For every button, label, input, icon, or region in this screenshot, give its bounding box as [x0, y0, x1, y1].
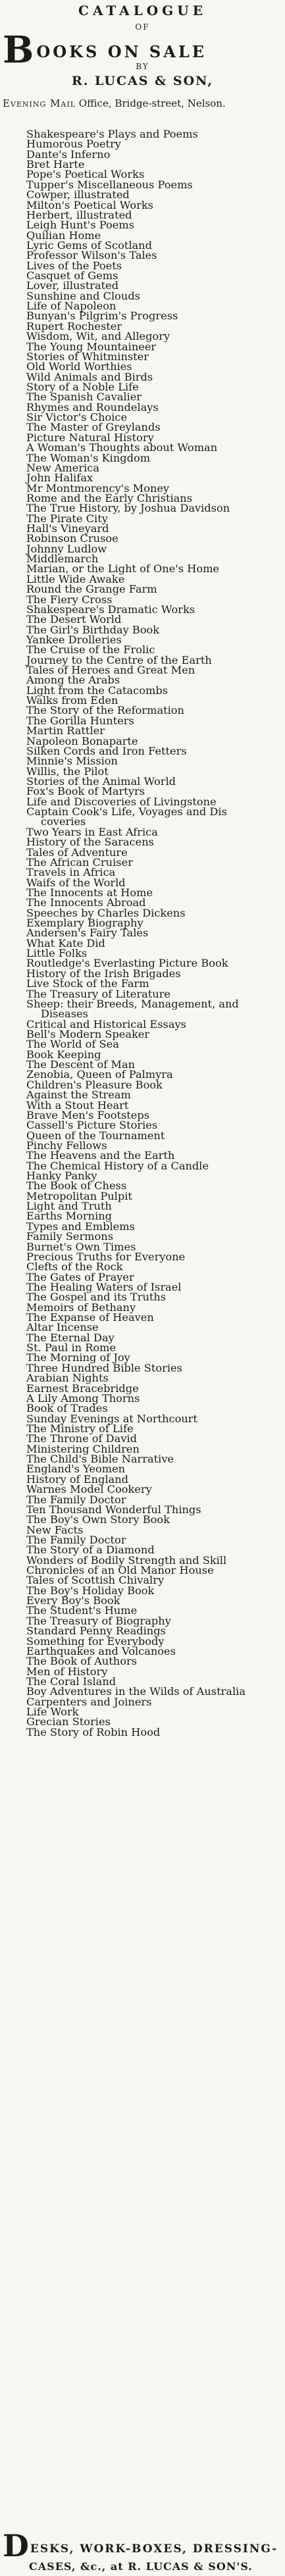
book-list-item: Book Keeping: [26, 1048, 101, 1061]
book-list-item: Bret Harte: [26, 158, 85, 171]
book-list-item: Rupert Rochester: [26, 319, 122, 333]
book-list-item: Light from the Catacombs: [26, 684, 168, 697]
book-list-item: Little Wide Awake: [26, 572, 125, 585]
book-list-item: Story of a Noble Life: [26, 380, 139, 393]
book-list-item: The Student's Hume: [26, 1604, 138, 1617]
book-list-item: Zenobia, Queen of Palmyra: [26, 1068, 173, 1081]
book-list-item: New Facts: [26, 1523, 84, 1536]
book-list-item: Willis, the Pilot: [26, 765, 109, 778]
address-prefix: Evening Mail: [3, 97, 76, 109]
book-list-item: Routledge's Everlasting Picture Book: [26, 957, 228, 970]
book-list-item: New America: [26, 461, 99, 474]
seller-name: R. LUCAS & SON,: [72, 74, 213, 88]
book-list-item: Casquet of Gems: [26, 269, 118, 282]
book-list-item: Critical and Historical Essays: [26, 1017, 186, 1031]
book-list-item: Bell's Modern Speaker: [26, 1027, 150, 1040]
book-list-item: Quilian Home: [26, 228, 101, 242]
book-list-item: Hall's Vineyard: [26, 522, 109, 535]
book-list-item: Sir Victor's Choice: [26, 411, 128, 424]
book-list-item: Queen of the Tournament: [26, 1129, 165, 1142]
book-list-item: The Young Mountaineer: [26, 340, 157, 353]
book-list-item: St. Paul in Rome: [26, 1341, 117, 1355]
book-list-item: The Child's Bible Narrative: [26, 1453, 174, 1466]
book-list-item: Robinson Crusoe: [26, 532, 118, 545]
book-list-item: Two Years in East Africa: [26, 825, 158, 838]
book-list-item: The Master of Greylands: [26, 421, 161, 434]
book-list-item: Arabian Nights: [26, 1372, 109, 1385]
book-list-item: Silken Cords and Iron Fetters: [26, 744, 187, 757]
title-initial: B: [3, 28, 37, 72]
book-list-item: Lives of the Poets: [26, 259, 122, 272]
book-list-item: Mr Montmorency's Money: [26, 481, 170, 495]
book-list-item: The Chemical History of a Candle: [26, 1159, 209, 1172]
book-list-item: Pinchy Fellows: [26, 1139, 107, 1152]
book-list-item: The Coral Island: [26, 1675, 117, 1688]
book-list-item: Earths Morning: [26, 1210, 113, 1223]
book-list-item: Every Boy's Book: [26, 1594, 120, 1607]
book-list-item: The Cruise of the Frolic: [26, 643, 155, 657]
book-list-item: Marian, or the Light of One's Home: [26, 562, 220, 576]
book-list-item: Fox's Book of Martyrs: [26, 785, 145, 798]
book-list-item: With a Stout Heart: [26, 1098, 129, 1112]
book-list-item: The World of Sea: [26, 1038, 119, 1051]
book-list-item: Children's Pleasure Book: [26, 1078, 163, 1091]
book-list-item: Life Work: [26, 1705, 79, 1719]
book-list-item: Something for Everybody: [26, 1634, 165, 1648]
book-list-item: Family Sermons: [26, 1230, 114, 1243]
book-list-item: History of England: [26, 1472, 128, 1486]
book-list-item: Cowper, illustrated: [26, 188, 130, 201]
book-list-item: Shakespeare's Plays and Poems: [26, 128, 198, 140]
book-list-item: The Morning of Joy: [26, 1351, 130, 1364]
book-list-item: The Treasury of Biography: [26, 1614, 171, 1627]
book-list-item: Bunyan's Pilgrim's Progress: [26, 309, 178, 323]
by-label: BY: [136, 62, 149, 71]
book-list-item: Rhymes and Roundelays: [26, 400, 159, 414]
book-list-item: Speeches by Charles Dickens: [26, 906, 186, 919]
address-rest: Office, Bridge-street, Nelson.: [76, 97, 226, 109]
seller-address: [3, 97, 282, 109]
book-list-item: Against the Stream: [26, 1088, 131, 1102]
book-list-item: Journey to the Centre of the Earth: [26, 653, 212, 666]
book-list-item: Sunshine and Clouds: [26, 289, 140, 302]
book-list-item: History of the Irish Brigades: [26, 967, 181, 980]
book-list-item: Tales of Heroes and Great Men: [26, 664, 195, 677]
book-list-item: The Pirate City: [26, 512, 108, 525]
book-list-item: The Book of Chess: [26, 1179, 127, 1193]
book-list-item: Milton's Poetical Works: [26, 198, 153, 211]
book-list-item: Ten Thousand Wonderful Things: [26, 1503, 201, 1516]
book-list-item: Rome and the Early Christians: [26, 491, 193, 504]
book-list-item: Middlemarch: [26, 552, 99, 566]
book-list-item: The Eternal Day: [26, 1331, 115, 1344]
book-list-item: Napoleon Bonaparte: [26, 734, 138, 747]
book-list-item: Live Stock of the Farm: [26, 977, 149, 990]
book-list-item: Tales of Scottish Chivalry: [26, 1574, 165, 1587]
book-list-item: Chronicles of an Old Manor House: [26, 1564, 214, 1577]
book-list-item: Picture Natural History: [26, 431, 154, 444]
of-label: OF: [135, 22, 150, 32]
book-list-item: Burnet's Own Times: [26, 1240, 136, 1253]
book-list-item: Pope's Poetical Works: [26, 168, 145, 181]
book-list-item: Stories of Whitminster: [26, 350, 149, 363]
book-list-item: Life and Discoveries of Livingstone: [26, 795, 217, 808]
footer-line-1-text: ESKS, WORK-BOXES, DRESSING-: [30, 2542, 278, 2556]
book-list-item: The Heavens and the Earth: [26, 1149, 175, 1162]
book-list-item: The Ministry of Life: [26, 1422, 134, 1435]
book-list-item: Types and Emblems: [26, 1220, 135, 1233]
book-list-item: Book of Trades: [26, 1402, 108, 1415]
book-list-item: Andersen's Fairy Tales: [26, 926, 149, 940]
footer-advert: [3, 2528, 282, 2573]
book-list-item: Shakespeare's Dramatic Works: [26, 603, 195, 616]
book-list-item: Martin Rattler: [26, 724, 105, 738]
book-list-item: Ministering Children: [26, 1442, 140, 1455]
book-list-item: John Halifax: [26, 471, 93, 485]
book-list-item: The Family Doctor: [26, 1533, 126, 1546]
book-list-item: Warnes Model Cookery: [26, 1483, 152, 1496]
book-list-item: Brave Men's Footsteps: [26, 1108, 150, 1121]
book-list-item: Wonders of Bodily Strength and Skill: [26, 1553, 227, 1567]
book-list-item: Waifs of the World: [26, 876, 126, 889]
book-list-item: Among the Arabs: [26, 674, 120, 687]
book-list-item: The Boy's Holiday Book: [26, 1584, 155, 1597]
book-list-item: Travels in Africa: [26, 866, 116, 879]
book-list-item: Lover, illustrated: [26, 279, 119, 292]
catalogue-heading: CATALOGUE: [78, 3, 207, 18]
book-list-item: The Throne of David: [26, 1432, 138, 1445]
book-list-item: The Expanse of Heaven: [26, 1311, 154, 1324]
book-list-item: Humorous Poetry: [26, 138, 121, 151]
book-list-item: The Boy's Own Story Book: [26, 1513, 170, 1526]
book-list-item: What Kate Did: [26, 936, 105, 950]
book-list-item: Sunday Evenings at Northcourt: [26, 1412, 197, 1425]
book-list-item: Tales of Adventure: [26, 845, 128, 859]
book-list-item: Grecian Stories: [26, 1715, 111, 1729]
book-list-item: The Story of a Diamond: [26, 1543, 155, 1557]
book-list-item: Precious Truths for Everyone: [26, 1250, 186, 1263]
book-list-item: The Descent of Man: [26, 1058, 136, 1071]
book-list-item: Wild Animals and Birds: [26, 370, 153, 383]
book-list-item: Life of Napoleon: [26, 300, 117, 313]
book-list-item: Captain Cook's Life, Voyages and Dis: [26, 805, 227, 818]
book-list-item: Altar Incense: [26, 1321, 99, 1334]
book-list-item: Clefts of the Rock: [26, 1260, 123, 1274]
book-list-item: The Fiery Cross: [26, 593, 113, 606]
book-list-item: Little Folks: [26, 947, 88, 960]
book-list-item: Leigh Hunt's Poems: [26, 219, 135, 232]
book-list-item: Old World Worthies: [26, 360, 132, 373]
book-list-item: Men of History: [26, 1665, 108, 1678]
book-list-item: The Treasury of Literature: [26, 987, 171, 1000]
book-list-item: coveries: [41, 815, 86, 828]
book-list-item: Light and Truth: [26, 1200, 112, 1213]
book-list-item: Metropolitan Pulpit: [26, 1189, 132, 1202]
book-list-item: The African Cruiser: [26, 855, 133, 869]
title-rest: OOKS ON SALE: [36, 42, 207, 61]
book-list-item: History of the Saracens: [26, 836, 154, 849]
book-list-item: The Book of Authors: [26, 1655, 138, 1668]
book-list-item: Lyric Gems of Scotland: [26, 238, 152, 252]
book-list-item: Three Hundred Bible Stories: [26, 1361, 182, 1374]
book-list-item: The Woman's Kingdom: [26, 451, 151, 464]
book-list-item: Herbert, illustrated: [26, 208, 132, 221]
book-list-item: Diseases: [41, 1007, 88, 1021]
book-list-item: The Story of Robin Hood: [26, 1725, 161, 1738]
book-list-item: Johnny Ludlow: [26, 542, 107, 555]
book-list-item: Cassell's Picture Stories: [26, 1119, 158, 1132]
book-list-item: Boy Adventures in the Wilds of Australia: [26, 1685, 246, 1698]
book-list-item: Standard Penny Readings: [26, 1624, 166, 1638]
footer-line-1: [3, 2528, 282, 2563]
book-list-item: Tupper's Miscellaneous Poems: [26, 178, 193, 191]
book-list: [26, 129, 283, 1737]
book-list-item: Wisdom, Wit, and Allegory: [26, 330, 170, 343]
book-list-item: Sheep: their Breeds, Management, and: [26, 997, 239, 1010]
book-list-item: The Story of the Reformation: [26, 704, 184, 717]
book-list-item: Walks from Eden: [26, 694, 118, 707]
book-list-item: The Family Doctor: [26, 1493, 126, 1506]
book-list-item: The Gates of Prayer: [26, 1270, 134, 1283]
footer-line-2: CASES, &c., at R. LUCAS & SON'S.: [29, 2560, 253, 2573]
book-list-item: Carpenters and Joiners: [26, 1695, 152, 1708]
book-list-item: England's Yeomen: [26, 1462, 126, 1476]
book-list-item: Stories of the Animal World: [26, 775, 176, 788]
book-list-item: The Desert World: [26, 613, 122, 626]
book-list-item: The True History, by Joshua Davidson: [26, 502, 230, 515]
book-list-item: The Gorilla Hunters: [26, 714, 134, 727]
book-list-item: Minnie's Mission: [26, 755, 118, 768]
book-list-item: The Spanish Cavalier: [26, 390, 142, 404]
book-list-item: Earthquakes and Volcanoes: [26, 1644, 176, 1657]
book-list-item: Professor Wilson's Tales: [26, 249, 157, 262]
book-list-item: Exemplary Biography: [26, 917, 143, 930]
book-list-item: Round the Grange Farm: [26, 583, 157, 596]
book-list-item: The Gospel and its Truths: [26, 1291, 167, 1304]
book-list-item: A Lily Among Thorns: [26, 1391, 140, 1405]
book-list-item: The Innocents Abroad: [26, 896, 146, 909]
book-list-item: Yankee Drolleries: [26, 633, 122, 646]
book-list-item: Memoirs of Bethany: [26, 1301, 136, 1314]
book-list-item: Hanky Panky: [26, 1169, 97, 1183]
book-list-item: The Healing Waters of Israel: [26, 1280, 182, 1293]
book-list-item: Earnest Bracebridge: [26, 1382, 139, 1395]
book-list-item: The Innocents at Home: [26, 886, 153, 899]
footer-initial: D: [3, 2528, 30, 2563]
book-list-item: Dante's Inferno: [26, 148, 111, 161]
book-list-item: A Woman's Thoughts about Woman: [26, 441, 218, 454]
book-list-item: The Girl's Birthday Book: [26, 623, 160, 636]
